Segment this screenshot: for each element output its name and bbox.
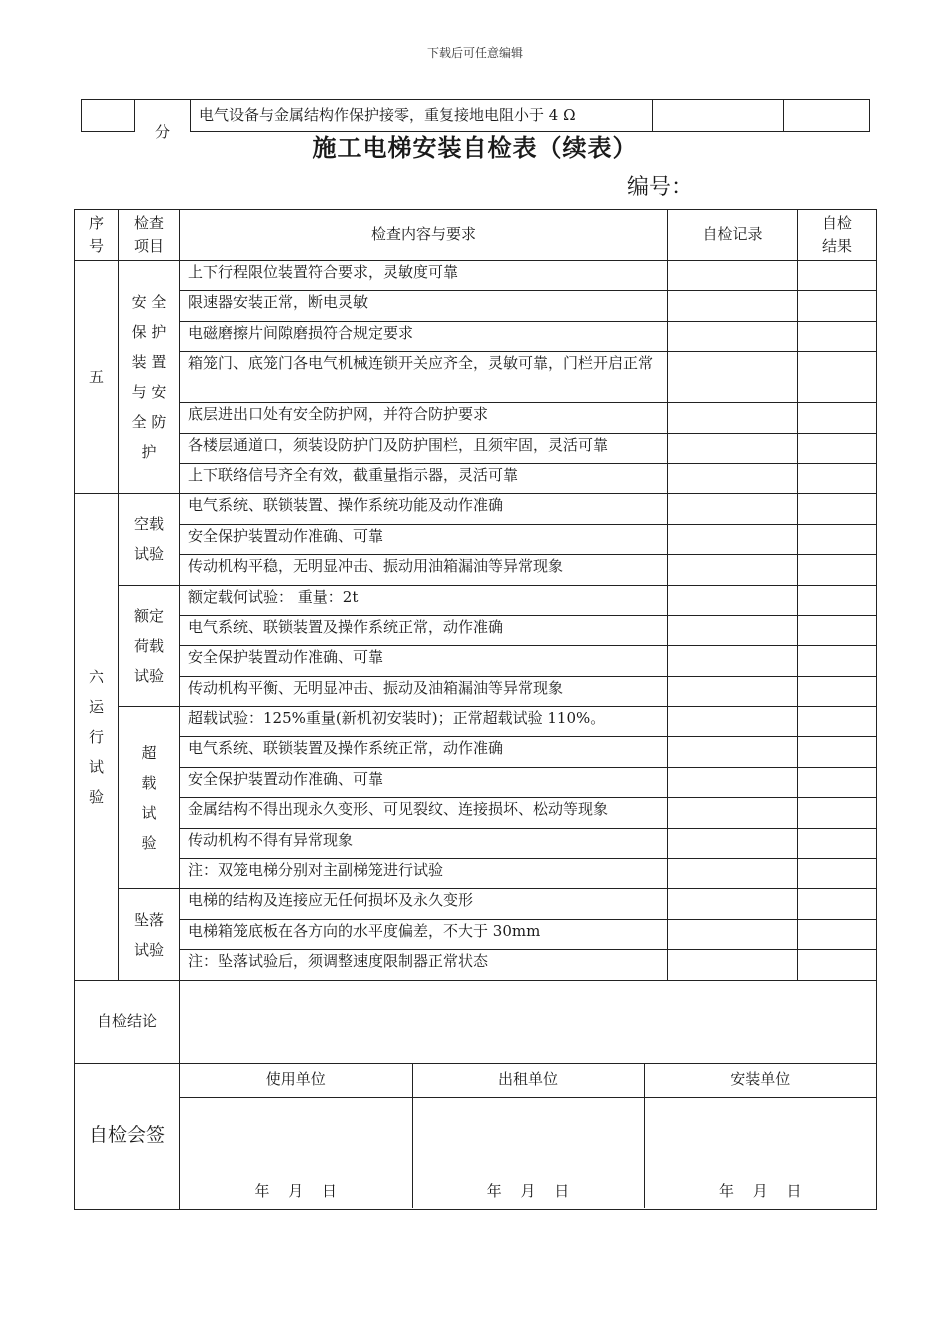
table-row bbox=[75, 798, 877, 828]
table-row bbox=[75, 291, 877, 321]
self-check-record-cell[interactable] bbox=[668, 555, 798, 585]
prev-row-content: 电气设备与金属结构作保护接零，重复接地电阻小于 4 Ω bbox=[191, 100, 653, 132]
self-check-record-cell[interactable] bbox=[668, 859, 798, 889]
table-row bbox=[75, 919, 877, 949]
section-6-seq-line: 行 bbox=[88, 727, 104, 746]
signoff-date: 年 月 日 bbox=[254, 1182, 338, 1201]
table-row bbox=[75, 615, 877, 645]
check-requirement: 上下行程限位装置符合要求，灵敏度可靠 bbox=[180, 261, 668, 291]
test-group-2-item-line: 试 bbox=[141, 803, 157, 822]
check-requirement: 电气系统、联锁装置及操作系统正常，动作准确 bbox=[180, 615, 668, 645]
signoff-row bbox=[75, 1063, 877, 1209]
self-check-record-cell[interactable] bbox=[668, 798, 798, 828]
self-check-record-cell[interactable] bbox=[668, 352, 798, 403]
test-group-2-item bbox=[119, 707, 180, 889]
self-check-record-cell[interactable] bbox=[668, 261, 798, 291]
table-row bbox=[75, 433, 877, 463]
section-5-item-line: 安 全 bbox=[131, 293, 167, 312]
col-header-seq: 序号 bbox=[75, 210, 119, 261]
test-group-1-item-line: 额定 bbox=[133, 606, 164, 625]
self-check-record-cell[interactable] bbox=[668, 767, 798, 797]
self-check-record-cell[interactable] bbox=[668, 919, 798, 949]
section-5-item-line: 与 安 bbox=[131, 383, 167, 402]
self-check-result-cell[interactable] bbox=[798, 889, 877, 919]
check-requirement: 注：坠落试验后，须调整速度限制器正常状态 bbox=[180, 950, 668, 980]
check-requirement: 电梯箱笼底板在各方向的水平度偏差，不大于 30mm bbox=[180, 919, 668, 949]
test-group-2-item-line: 超 bbox=[141, 743, 157, 762]
section-6-seq-line: 运 bbox=[88, 697, 104, 716]
signoff-unit-header: 使用单位 bbox=[180, 1064, 412, 1098]
self-check-result-cell[interactable] bbox=[798, 463, 877, 493]
empty-cell bbox=[82, 100, 135, 132]
test-group-1-item-line: 荷载 bbox=[133, 636, 164, 655]
check-requirement: 上下联络信号齐全有效，截重量指示器，灵活可靠 bbox=[180, 463, 668, 493]
self-check-record-cell[interactable] bbox=[668, 463, 798, 493]
table-row bbox=[75, 707, 877, 737]
check-requirement: 电气系统、联锁装置、操作系统功能及动作准确 bbox=[180, 494, 668, 524]
conclusion-label: 自检结论 bbox=[75, 980, 180, 1063]
table-row bbox=[75, 352, 877, 403]
self-check-record-cell[interactable] bbox=[668, 524, 798, 554]
col-header-result: 自检结果 bbox=[798, 210, 877, 261]
self-check-result-cell[interactable] bbox=[798, 737, 877, 767]
check-requirement: 超载试验：125%重量(新机初安装时)；正常超载试验 110%。 bbox=[180, 707, 668, 737]
self-check-record-cell[interactable] bbox=[668, 950, 798, 980]
self-check-result-cell[interactable] bbox=[798, 615, 877, 645]
page-title: 施工电梯安装自检表（续表） bbox=[312, 133, 638, 162]
self-check-result-cell[interactable] bbox=[798, 950, 877, 980]
self-check-record-cell[interactable] bbox=[668, 403, 798, 433]
check-requirement: 额定载何试验： 重量：2t bbox=[180, 585, 668, 615]
table-row bbox=[75, 737, 877, 767]
check-requirement: 安全保护装置动作准确、可靠 bbox=[180, 646, 668, 676]
prev-sub-label: 分 bbox=[135, 108, 191, 140]
test-group-1-item-line: 试验 bbox=[133, 666, 164, 685]
conclusion-input[interactable] bbox=[180, 980, 877, 1063]
section-5-item-line: 装 置 bbox=[131, 353, 167, 372]
self-check-record-cell[interactable] bbox=[668, 737, 798, 767]
table-row bbox=[75, 555, 877, 585]
self-check-record-cell[interactable] bbox=[668, 321, 798, 351]
self-check-result-cell[interactable] bbox=[798, 433, 877, 463]
inspection-table bbox=[74, 209, 877, 1210]
number-label: 编号： bbox=[627, 175, 694, 200]
table-row bbox=[75, 676, 877, 706]
check-requirement: 安全保护装置动作准确、可靠 bbox=[180, 767, 668, 797]
self-check-result-cell[interactable] bbox=[798, 828, 877, 858]
signoff-units bbox=[180, 1063, 877, 1209]
col-header-item: 检查项目 bbox=[119, 210, 180, 261]
table-row bbox=[75, 524, 877, 554]
self-check-record-cell[interactable] bbox=[668, 433, 798, 463]
self-check-record-cell[interactable] bbox=[668, 676, 798, 706]
self-check-result-cell[interactable] bbox=[798, 646, 877, 676]
check-requirement: 限速器安装正常，断电灵敏 bbox=[180, 291, 668, 321]
self-check-result-cell[interactable] bbox=[798, 321, 877, 351]
table-row bbox=[75, 463, 877, 493]
self-check-result-cell[interactable] bbox=[798, 676, 877, 706]
self-check-result-cell[interactable] bbox=[798, 291, 877, 321]
self-check-record-cell[interactable] bbox=[668, 494, 798, 524]
header-note: 下载后可任意编辑 bbox=[426, 46, 523, 60]
section-6-seq bbox=[75, 494, 119, 980]
table-row bbox=[75, 889, 877, 919]
signoff-unit-signature[interactable] bbox=[644, 1097, 876, 1208]
check-requirement: 金属结构不得出现永久变形、可见裂纹、连接损坏、松动等现象 bbox=[180, 798, 668, 828]
test-group-3-item-line: 试验 bbox=[133, 940, 164, 959]
signoff-unit-header: 安装单位 bbox=[644, 1064, 876, 1098]
self-check-record-cell[interactable] bbox=[668, 889, 798, 919]
section-6-seq-line: 验 bbox=[88, 787, 104, 806]
check-requirement: 底层进出口处有安全防护网，并符合防护要求 bbox=[180, 403, 668, 433]
table-row bbox=[75, 321, 877, 351]
self-check-record-cell[interactable] bbox=[668, 828, 798, 858]
table-row bbox=[75, 950, 877, 980]
test-group-0-item-line: 空载 bbox=[133, 515, 164, 534]
section-5-seq: 五 bbox=[75, 261, 119, 494]
test-group-0-item bbox=[119, 494, 180, 585]
section-6-seq-line: 试 bbox=[88, 757, 104, 776]
signoff-label: 自检会签 bbox=[75, 1063, 180, 1209]
check-requirement: 传动机构平稳，无明显冲击、振动用油箱漏油等异常现象 bbox=[180, 555, 668, 585]
section-5-item bbox=[119, 261, 180, 494]
signoff-date: 年 月 日 bbox=[718, 1182, 802, 1201]
col-header-record: 自检记录 bbox=[668, 210, 798, 261]
self-check-result-cell[interactable] bbox=[798, 555, 877, 585]
conclusion-row bbox=[75, 980, 877, 1063]
table-row bbox=[75, 494, 877, 524]
self-check-result-cell[interactable] bbox=[798, 798, 877, 828]
test-group-3-item bbox=[119, 889, 180, 980]
test-group-0-item-line: 试验 bbox=[133, 545, 164, 564]
self-check-result-cell[interactable] bbox=[798, 859, 877, 889]
test-group-2-item-line: 验 bbox=[141, 833, 157, 852]
test-group-2-item-line: 载 bbox=[141, 773, 157, 792]
check-requirement: 各楼层通道口，须装设防护门及防护围栏，且须牢固，灵活可靠 bbox=[180, 433, 668, 463]
section-5-item-line: 护 bbox=[141, 443, 157, 462]
section-5-item-line: 保 护 bbox=[131, 323, 167, 342]
table-row bbox=[75, 767, 877, 797]
table-row bbox=[75, 403, 877, 433]
check-requirement: 电磁磨擦片间隙磨损符合规定要求 bbox=[180, 321, 668, 351]
col-header-content: 检查内容与要求 bbox=[180, 210, 668, 261]
signoff-unit-header: 出租单位 bbox=[412, 1064, 644, 1098]
self-check-result-cell[interactable] bbox=[798, 261, 877, 291]
table-row bbox=[75, 646, 877, 676]
self-check-result-cell[interactable] bbox=[798, 403, 877, 433]
signoff-date: 年 月 日 bbox=[486, 1182, 570, 1201]
signoff-unit-signature[interactable] bbox=[180, 1097, 412, 1208]
check-requirement: 安全保护装置动作准确、可靠 bbox=[180, 524, 668, 554]
check-requirement: 注：双笼电梯分别对主副梯笼进行试验 bbox=[180, 859, 668, 889]
self-check-result-cell[interactable] bbox=[798, 767, 877, 797]
self-check-result-cell[interactable] bbox=[798, 494, 877, 524]
check-requirement: 电梯的结构及连接应无任何损坏及永久变形 bbox=[180, 889, 668, 919]
self-check-result-cell[interactable] bbox=[798, 352, 877, 403]
section-6-seq-line: 六 bbox=[88, 667, 104, 686]
check-requirement: 传动机构平衡、无明显冲击、振动及油箱漏油等异常现象 bbox=[180, 676, 668, 706]
self-check-result-cell[interactable] bbox=[798, 707, 877, 737]
test-group-3-item-line: 坠落 bbox=[133, 910, 164, 929]
prev-result-cell[interactable] bbox=[784, 100, 870, 132]
self-check-result-cell[interactable] bbox=[798, 524, 877, 554]
self-check-record-cell[interactable] bbox=[668, 585, 798, 615]
self-check-record-cell[interactable] bbox=[668, 707, 798, 737]
check-requirement: 电气系统、联锁装置及操作系统正常，动作准确 bbox=[180, 737, 668, 767]
table-row bbox=[75, 585, 877, 615]
prev-record-cell[interactable] bbox=[653, 100, 784, 132]
table-row bbox=[75, 261, 877, 291]
signoff-unit-signature[interactable] bbox=[412, 1097, 644, 1208]
self-check-record-cell[interactable] bbox=[668, 646, 798, 676]
self-check-record-cell[interactable] bbox=[668, 615, 798, 645]
section-5-item-line: 全 防 bbox=[131, 413, 167, 432]
self-check-result-cell[interactable] bbox=[798, 585, 877, 615]
signoff-units-table bbox=[180, 1064, 876, 1208]
test-group-1-item bbox=[119, 585, 180, 707]
self-check-result-cell[interactable] bbox=[798, 919, 877, 949]
check-requirement: 箱笼门、底笼门各电气机械连锁开关应齐全，灵敏可靠，门栏开启正常 bbox=[180, 352, 668, 403]
table-row bbox=[75, 859, 877, 889]
check-requirement: 传动机构不得有异常现象 bbox=[180, 828, 668, 858]
table-row bbox=[75, 828, 877, 858]
self-check-record-cell[interactable] bbox=[668, 291, 798, 321]
